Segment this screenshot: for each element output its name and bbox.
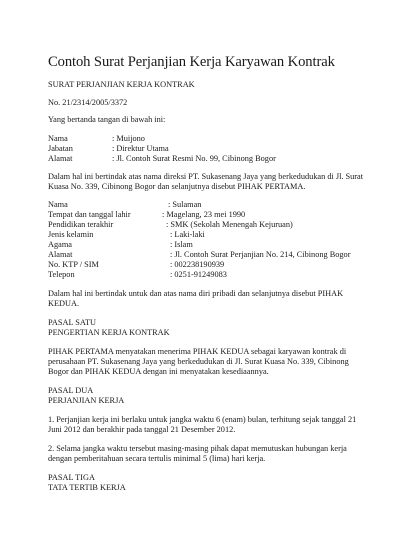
field-label: Alamat [48, 154, 73, 163]
party1-paragraph-line: Dalam hal ini bertindak atas nama direksi PT. Sukasenang Jaya yang berkedudukan di Jl. Surat [48, 172, 364, 181]
pasal1-paragraph-line: PIHAK PERTAMA menyatakan menerima PIHAK KEDUA sebagai karyawan kontrak di [48, 347, 347, 356]
field-value: : Laki-laki [170, 230, 205, 239]
party1-paragraph-line: Kuasa No. 339, Cibinong Bogor dan selanjutnya disebut PIHAK PERTAMA. [48, 182, 306, 191]
field-label: Pendidikan terakhir [48, 220, 114, 229]
pasal2-item1-line: Juni 2012 dan berakhir pada tanggal 21 Desember 2012. [48, 425, 236, 434]
pasal1-heading: PASAL SATU [48, 318, 97, 327]
document-title: Contoh Surat Perjanjian Kerja Karyawan Kontrak [48, 54, 335, 70]
field-value: : Muijono [112, 134, 145, 143]
pasal1-paragraph-line: Bogor dan PIHAK KEDUA dengan ini menyatakan kesediaannya. [48, 367, 269, 376]
field-value: : Jl. Contoh Surat Resmi No. 99, Cibinong Bogor [112, 154, 276, 163]
field-value: : Magelang, 23 mei 1990 [162, 210, 246, 219]
field-label: Jenis kelamin [48, 230, 94, 239]
intro-text: Yang bertanda tangan di bawah ini: [48, 115, 166, 124]
pasal2-subheading: PERJANJIAN KERJA [48, 396, 125, 405]
field-value: : Islam [170, 240, 193, 249]
field-label: Nama [48, 134, 68, 143]
party2-paragraph-line: KEDUA. [48, 299, 80, 308]
pasal2-item2-line: 2. Selama jangka waktu tersebut masing-masing pihak dapat memutuskan hubungan kerja [48, 444, 347, 453]
field-value: : SMK (Sekolah Menengah Kejuruan) [166, 220, 293, 229]
letter-heading: SURAT PERJANJIAN KERJA KONTRAK [48, 80, 195, 89]
field-value: : 0251-91249083 [170, 270, 227, 279]
pasal1-subheading: PENGERTIAN KERJA KONTRAK [48, 328, 170, 337]
field-label: Tempat dan tanggal lahir [48, 210, 131, 219]
field-value: : Direktur Utama [112, 144, 169, 153]
field-label: Telepon [48, 270, 75, 279]
pasal2-heading: PASAL DUA [48, 386, 94, 395]
field-value: : Jl. Contoh Surat Perjanjian No. 214, Cibinong Bogor [170, 250, 351, 259]
field-label: Agama [48, 240, 72, 249]
letter-number: No. 21/2314/2005/3372 [48, 98, 128, 107]
field-value: : 002238190939 [170, 260, 225, 269]
pasal3-subheading: TATA TERTIB KERJA [48, 483, 126, 492]
field-value: : Sulaman [168, 200, 202, 209]
pasal2-item1-line: 1. Perjanjian kerja ini berlaku untuk jangka waktu 6 (enam) bulan, terhitung sejak tanggal 21 [48, 415, 357, 424]
field-label: Jabatan [48, 144, 73, 153]
field-label: Alamat [48, 250, 73, 259]
pasal2-item2-line: dengan pemberitahuan secara tertulis minimal 5 (lima) hari kerja. [48, 454, 266, 463]
field-label: Nama [48, 200, 68, 209]
party2-paragraph-line: Dalam hal ini bertindak untuk dan atas nama diri pribadi dan selanjutnya disebut PIHAK [48, 289, 344, 298]
pasal3-heading: PASAL TIGA [48, 473, 95, 482]
field-label: No. KTP / SIM [48, 260, 99, 269]
pasal1-paragraph-line: perusahaan PT. Sukasenang Jaya yang berkedudukan di Jl. Surat Kuasa No. 339, Cibinong [48, 357, 349, 366]
